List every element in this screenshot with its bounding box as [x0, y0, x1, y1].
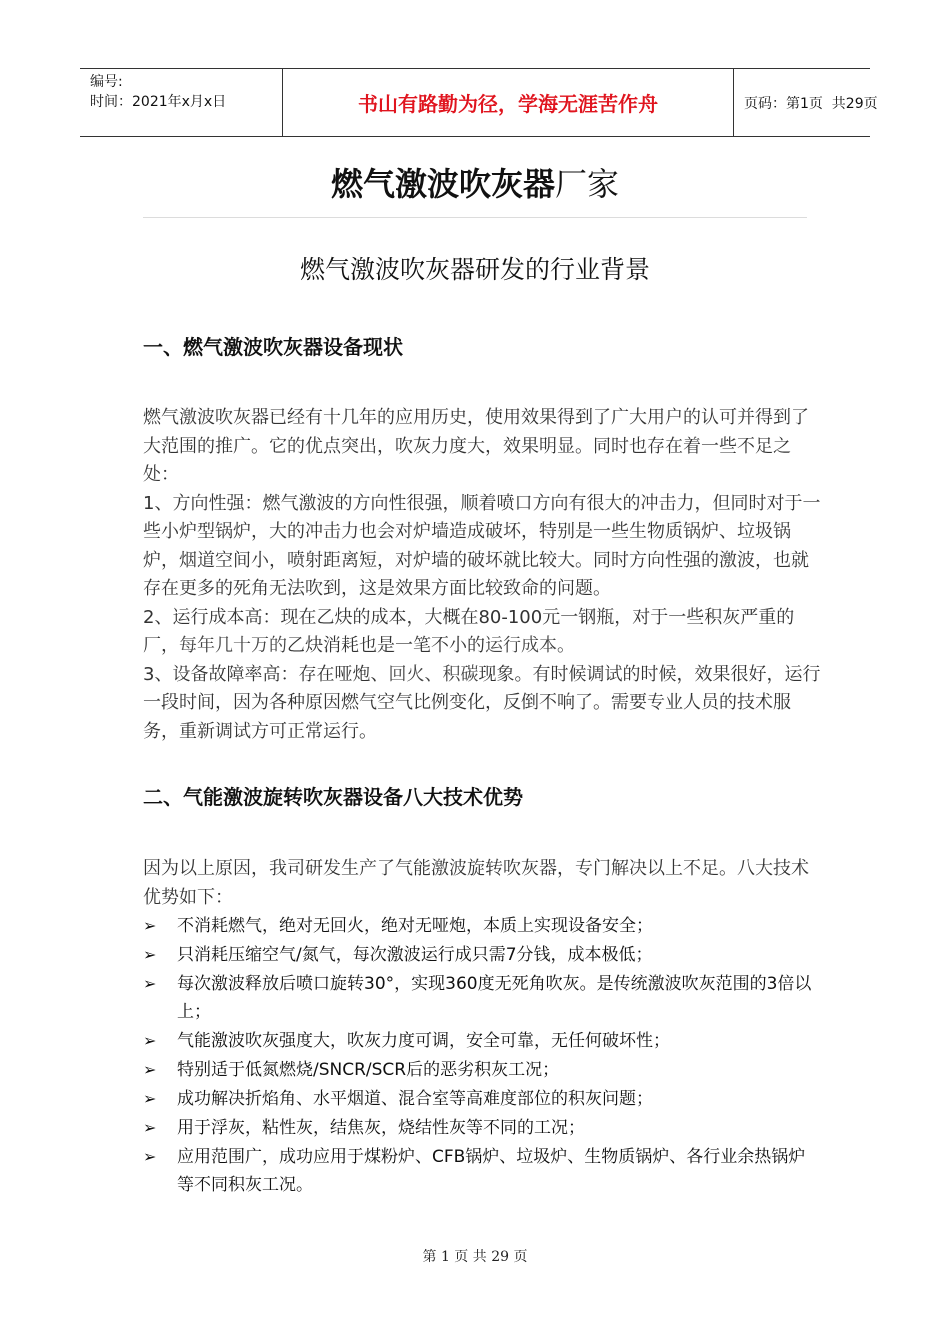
list-item — [143, 970, 813, 1026]
header-table — [80, 68, 878, 137]
page-footer: 第 1 页 共 29 页 — [422, 1249, 528, 1265]
section1-heading: 一、燃气激波吹灰器设备现状 — [143, 335, 403, 359]
header-page-info — [734, 69, 878, 136]
document-title — [0, 162, 950, 206]
list-item — [143, 1056, 813, 1084]
list-item — [143, 1114, 813, 1142]
section1-body — [143, 404, 823, 746]
list-item-text: 用于浮灰，粘性灰，结焦灰，烧结性灰等不同的工况； — [177, 1118, 585, 1138]
list-item-text: 气能激波吹灰强度大，吹灰力度可调，安全可靠，无任何破坏性； — [177, 1031, 670, 1051]
header-meta — [80, 69, 282, 136]
document-number-label: 编号: — [90, 74, 123, 90]
arrow-bullet-icon: ➢ — [143, 945, 157, 964]
list-item — [143, 1027, 813, 1055]
list-item — [143, 1143, 813, 1199]
section1-item3-a: 3、设备故障率高：存在哑炮、 — [143, 663, 389, 685]
arrow-bullet-icon: ➢ — [143, 1060, 157, 1079]
arrow-bullet-icon: ➢ — [143, 1089, 157, 1108]
section1-item2-b: 每年几十万的 — [179, 635, 287, 656]
section2-heading: 二、气能激波旋转吹灰器设备八大技术优势 — [143, 785, 523, 809]
section1-item2-d: 运行成本。 — [485, 635, 575, 656]
arrow-bullet-icon: ➢ — [143, 1147, 157, 1166]
section1-item3 — [143, 661, 823, 747]
header-motto: 书山有路勤为径，学海无涯苦作舟 — [282, 69, 734, 136]
section1-item2-a: 2、运行成本高：现在乙炔的成本，大概在80-100元一钢瓶，对于一些积灰严重的厂， — [143, 606, 795, 656]
list-item-text: 应用范围广，成功应用于煤粉炉、CFB锅炉、垃圾炉、生物质锅炉、各行业余热锅炉等不同积灰工况。 — [177, 1147, 806, 1195]
list-item — [143, 941, 813, 969]
document-subtitle: 燃气激波吹灰器研发的行业背景 — [299, 255, 650, 284]
list-item-text: 成功解决折焰角、水平烟道、混合室等高难度部位的积灰问题； — [177, 1089, 653, 1109]
title-divider — [143, 217, 807, 218]
arrow-bullet-icon: ➢ — [143, 916, 157, 935]
list-item-text: 不消耗燃气，绝对无回火，绝对无哑炮，本质上实现设备安全； — [177, 916, 653, 936]
advantages-list — [143, 912, 813, 1200]
list-item-text: 特别适于低氮燃烧/SNCR/SCR后的恶劣积灰工况； — [177, 1060, 560, 1080]
section1-intro: 燃气激波吹灰器已经有十几年的应用历史，使用效果得到了广大用户的认可并得到了大范围的推广。它的优点突出，吹灰力度大，效果明显。同时也存在着一些不足之处： — [143, 407, 809, 485]
list-item-text: 只消耗压缩空气/氮气，每次激波运行成只需7分钱，成本极低； — [177, 945, 653, 965]
list-item — [143, 912, 813, 940]
section2-intro: 因为以上原因，我司研发生产了气能激波旋转吹灰器，专门解决以上不足。八大技术优势如下： — [143, 858, 809, 908]
section1-item3-c: 现象。有时候调试的时候，效果很好，运行一段时间，因为各种原因燃气空气比例变化，反倒不响了。需要专业人员的技术服务，重新调试方可正常运行。 — [143, 663, 821, 742]
list-item — [143, 1085, 813, 1113]
document-time-label: 时间：2021年x月x日 — [90, 94, 227, 110]
arrow-bullet-icon: ➢ — [143, 1118, 157, 1137]
section1-item2-c: 乙炔消耗也是一笔不小的 — [287, 635, 485, 656]
document-title-bold: 燃气激波吹灰器 — [330, 165, 555, 203]
section1-item1: 1、方向性强：燃气激波的方向性很强，顺着喷口方向有很大的冲击力，但同时对于一些小炉型锅炉，大的冲击力也会对炉墙造成破坏，特别是一些生物质锅炉、垃圾锅炉，烟道空间小，喷射距离短，对炉墙的破坏就比较大。同时方向性强的激波，也就存在更多的死角无法吹到，这是效果方面比较致命的问题。 — [143, 492, 821, 599]
arrow-bullet-icon: ➢ — [143, 974, 157, 993]
list-item-text: 每次激波释放后喷口旋转30°，实现360度无死角吹灰。是传统激波吹灰范围的3倍以上； — [177, 974, 812, 1022]
document-title-rest: 厂家 — [555, 165, 620, 203]
header-page-info-text: 页码：第1页 共29页 — [744, 95, 878, 112]
section1-item2 — [143, 604, 823, 661]
section1-item3-b: 回火、积碳 — [388, 663, 479, 685]
arrow-bullet-icon: ➢ — [143, 1031, 157, 1050]
